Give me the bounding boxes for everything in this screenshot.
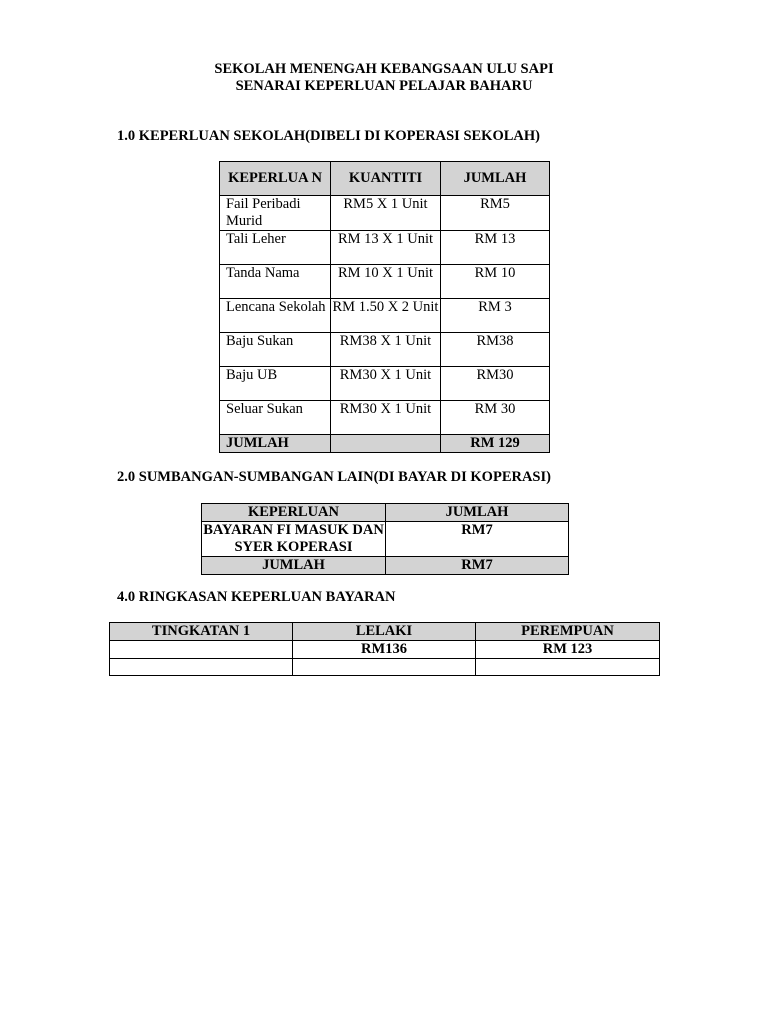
item-quantity: RM5 X 1 Unit	[331, 196, 441, 231]
perempuan-amount	[476, 659, 660, 676]
table-row	[220, 196, 550, 231]
column-header: TINGKATAN 1	[110, 623, 293, 641]
table-row	[220, 333, 550, 367]
table-row	[202, 522, 569, 557]
section1-heading: 1.0 KEPERLUAN SEKOLAH(DIBELI DI KOPERASI SEKOLAH)	[117, 128, 540, 144]
column-header: LELAKI	[293, 623, 476, 641]
column-header: KEPERLUAN	[202, 504, 386, 522]
column-header: PEREMPUAN	[476, 623, 660, 641]
total-row	[220, 435, 550, 453]
section4-table	[109, 622, 660, 676]
item-amount: RM38	[441, 333, 550, 367]
item-quantity: RM 13 X 1 Unit	[331, 231, 441, 265]
item-amount: RM 10	[441, 265, 550, 299]
total-empty-cell	[331, 435, 441, 453]
total-amount: RM7	[386, 557, 569, 575]
table-row	[220, 401, 550, 435]
item-amount: RM 30	[441, 401, 550, 435]
item-amount: RM 13	[441, 231, 550, 265]
section2-table	[201, 503, 569, 575]
section4-heading: 4.0 RINGKASAN KEPERLUAN BAYARAN	[117, 589, 396, 605]
perempuan-amount: RM 123	[476, 641, 660, 659]
table-row	[220, 265, 550, 299]
table-header-row	[220, 162, 550, 196]
section1-table	[219, 161, 550, 453]
table-header-row	[110, 623, 660, 641]
total-label: JUMLAH	[220, 435, 331, 453]
column-header: JUMLAH	[386, 504, 569, 522]
table-row	[110, 641, 660, 659]
table-row	[110, 659, 660, 676]
item-amount: RM30	[441, 367, 550, 401]
item-quantity: RM30 X 1 Unit	[331, 401, 441, 435]
item-name: Fail Peribadi Murid	[220, 196, 331, 231]
column-header: KUANTITI	[331, 162, 441, 196]
total-amount: RM 129	[441, 435, 550, 453]
item-amount: RM5	[441, 196, 550, 231]
item-name: Tali Leher	[220, 231, 331, 265]
item-quantity: RM30 X 1 Unit	[331, 367, 441, 401]
total-row	[202, 557, 569, 575]
tingkatan-cell	[110, 641, 293, 659]
document-title: SENARAI KEPERLUAN PELAJAR BAHARU	[235, 78, 533, 94]
table-row	[220, 367, 550, 401]
section2-heading: 2.0 SUMBANGAN-SUMBANGAN LAIN(DI BAYAR DI KOPERASI)	[117, 469, 551, 485]
school-name: SEKOLAH MENENGAH KEBANGSAAN ULU SAPI	[214, 61, 554, 77]
item-quantity: RM 1.50 X 2 Unit	[331, 299, 441, 333]
tingkatan-cell	[110, 659, 293, 676]
item-amount: RM7	[386, 522, 569, 557]
column-header: JUMLAH	[441, 162, 550, 196]
item-name: BAYARAN FI MASUK DAN SYER KOPERASI	[203, 522, 384, 555]
lelaki-amount	[293, 659, 476, 676]
table-row	[220, 231, 550, 265]
item-name: Lencana Sekolah	[220, 299, 331, 333]
lelaki-amount: RM136	[293, 641, 476, 659]
table-row	[220, 299, 550, 333]
item-quantity: RM 10 X 1 Unit	[331, 265, 441, 299]
item-name: Baju UB	[220, 367, 331, 401]
item-name: Seluar Sukan	[220, 401, 331, 435]
item-name: Tanda Nama	[220, 265, 331, 299]
column-header: KEPERLUA N	[220, 162, 331, 196]
item-name: Baju Sukan	[220, 333, 331, 367]
table-header-row	[202, 504, 569, 522]
total-label: JUMLAH	[202, 557, 386, 575]
item-amount: RM 3	[441, 299, 550, 333]
item-quantity: RM38 X 1 Unit	[331, 333, 441, 367]
